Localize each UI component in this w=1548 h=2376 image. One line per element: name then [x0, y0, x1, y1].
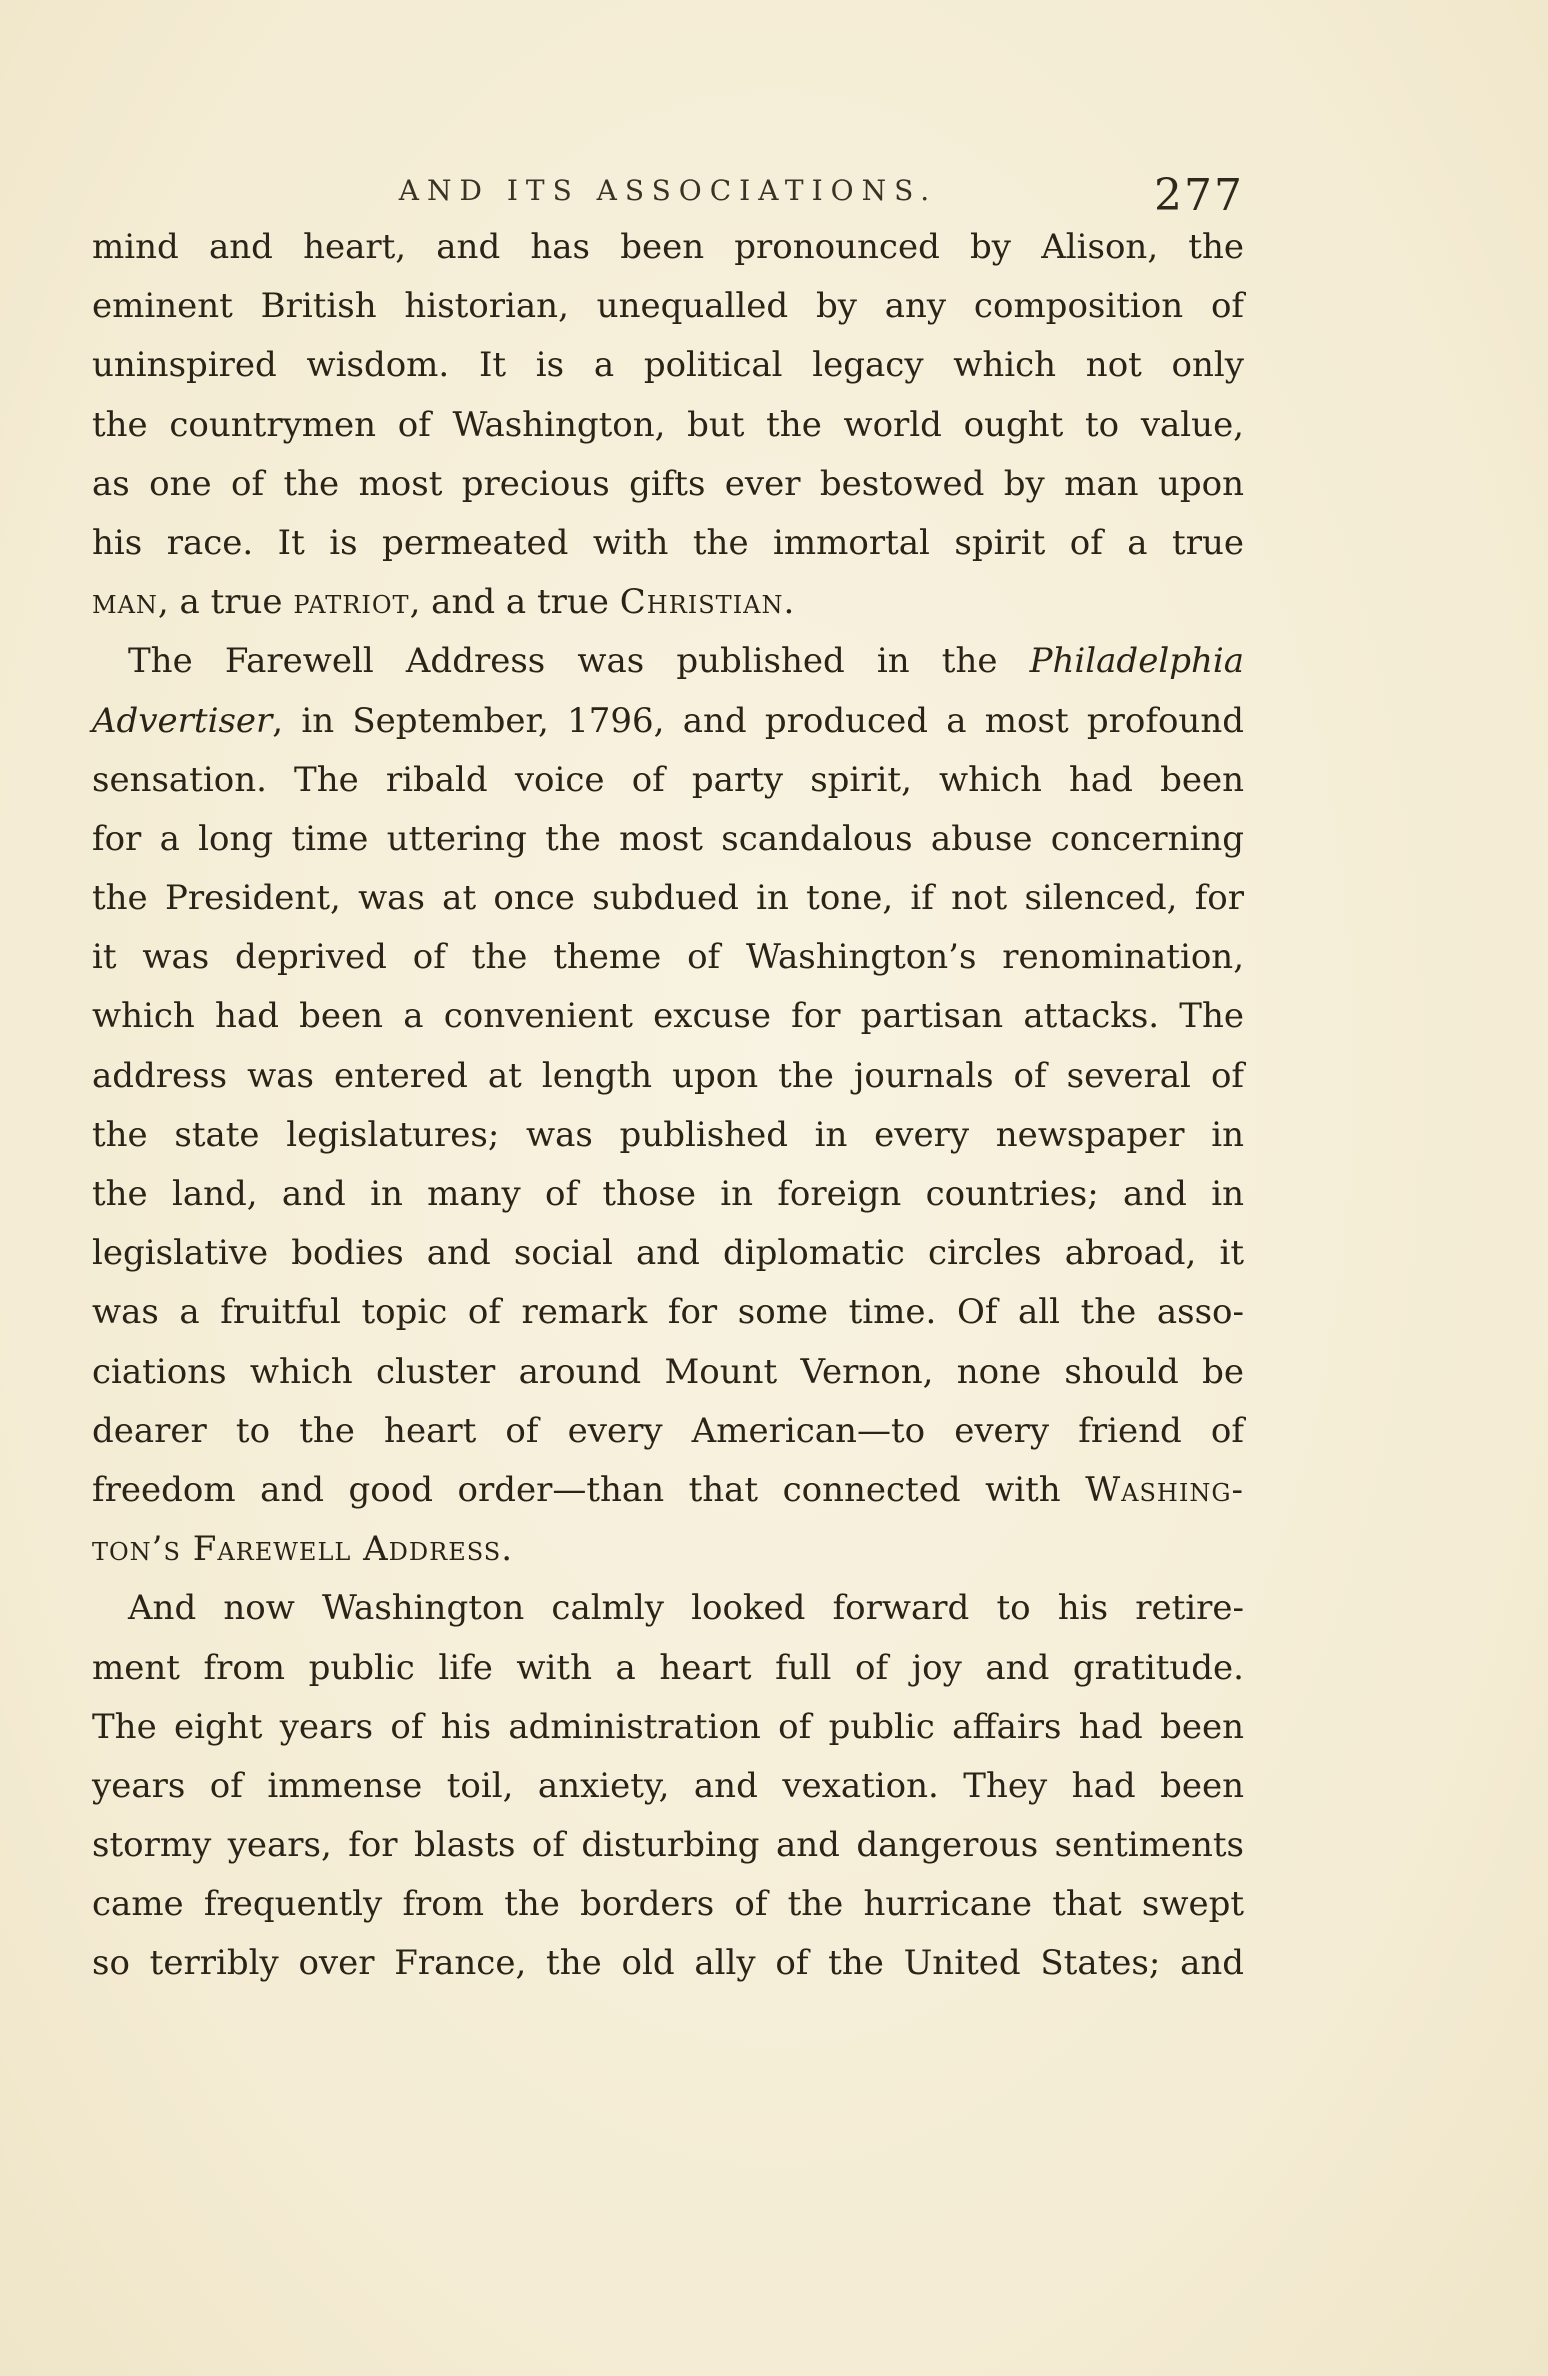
text-line: the President, was at once subdued in tone, if not silenced, for	[92, 878, 1244, 919]
text-run: .	[501, 1529, 513, 1570]
text-line	[92, 632, 1244, 691]
text-line: ciations which cluster around Mount Vernon, none should be	[92, 1351, 1244, 1392]
text-line: sensation. The ribald voice of party spirit, which had been	[92, 759, 1244, 800]
italic-text: Philadelphia	[1029, 641, 1244, 682]
page-header	[92, 170, 1244, 221]
text-line: the countrymen of Washington, but the world ought to value,	[92, 404, 1244, 445]
small-caps-text: patriot	[293, 582, 410, 623]
italic-text: Advertiser	[92, 700, 273, 741]
text-line	[92, 1461, 1244, 1520]
text-line	[92, 692, 1244, 751]
text-line: uninspired wisdom. It is a political legacy which not only	[92, 345, 1244, 386]
body-text	[92, 218, 1244, 1994]
small-caps-text: man	[92, 582, 158, 623]
text-line: years of immense toil, anxiety, and vexation. They had been	[92, 1765, 1244, 1806]
text-run: , a true	[157, 582, 294, 623]
text-line: came frequently from the borders of the hurricane that swept	[92, 1884, 1244, 1925]
text-run: , in September, 1796, and produced a most profound	[272, 700, 1244, 741]
text-line: it was deprived of the theme of Washington’s renomination,	[92, 937, 1244, 978]
text-run: freedom and good order—than that connected with	[92, 1469, 1086, 1510]
running-head: AND ITS ASSOCIATIONS.	[398, 174, 938, 207]
text-line: eminent British historian, unequalled by any composition of	[92, 286, 1244, 327]
page-number: 277	[1154, 170, 1244, 221]
text-line: his race. It is permeated with the immortal spirit of a true	[92, 522, 1244, 563]
small-caps-text: ton’s Farewell Address	[92, 1529, 502, 1570]
text-line	[92, 573, 1244, 632]
text-line: The eight years of his administration of public affairs had been	[92, 1706, 1244, 1747]
text-line: was a fruitful topic of remark for some time. Of all the asso-	[92, 1292, 1244, 1333]
text-line: address was entered at length upon the journals of several of	[92, 1055, 1244, 1096]
text-line: so terribly over France, the old ally of the United States; and	[92, 1943, 1244, 1984]
text-line: which had been a convenient excuse for partisan attacks. The	[92, 996, 1244, 1037]
text-run: .	[783, 582, 795, 623]
text-line: for a long time uttering the most scandalous abuse concerning	[92, 818, 1244, 859]
text-run: The Farewell Address was published in the	[128, 641, 1030, 682]
text-line: mind and heart, and has been pronounced by Alison, the	[92, 227, 1244, 267]
small-caps-text: Washing-	[1085, 1469, 1244, 1510]
text-run: , and a true	[409, 582, 620, 623]
text-line: ment from public life with a heart full of joy and gratitude.	[92, 1647, 1244, 1688]
text-line: stormy years, for blasts of disturbing and dangerous sentiments	[92, 1825, 1244, 1866]
text-line: the state legislatures; was published in every newspaper in	[92, 1114, 1244, 1155]
text-line: as one of the most precious gifts ever bestowed by man upon	[92, 463, 1244, 504]
text-line: the land, and in many of those in foreign countries; and in	[92, 1174, 1244, 1214]
text-line	[92, 1520, 1244, 1579]
small-caps-text: Christian	[619, 582, 784, 623]
text-line: legislative bodies and social and diplomatic circles abroad, it	[92, 1233, 1244, 1274]
text-line: dearer to the heart of every American—to every friend of	[92, 1410, 1244, 1451]
text-line: And now Washington calmly looked forward to his retire-	[128, 1588, 1244, 1629]
